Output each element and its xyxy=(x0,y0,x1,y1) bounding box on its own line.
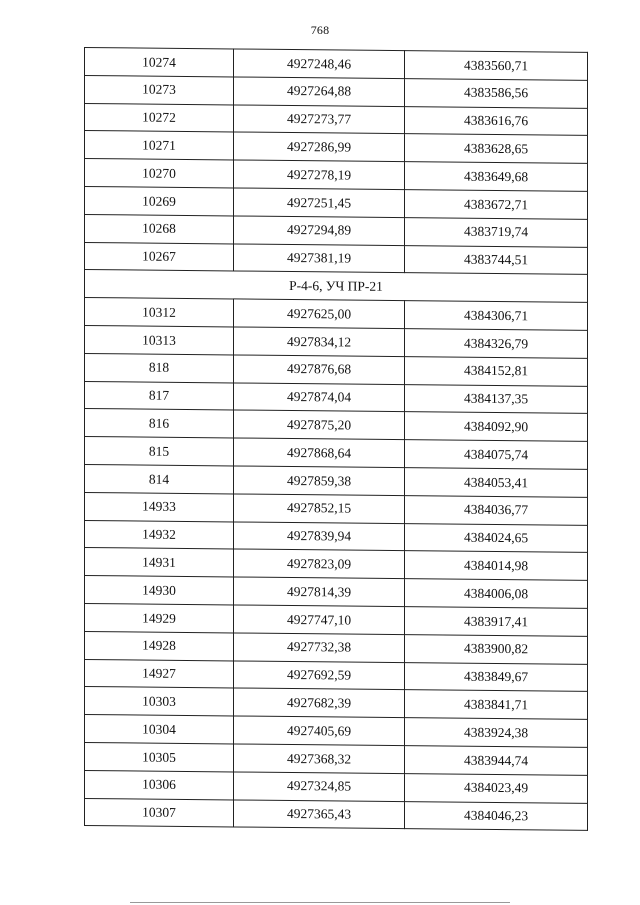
coordinate-y-cell: 4384046,23 xyxy=(405,801,588,831)
point-number-cell: 10274 xyxy=(85,48,234,77)
point-number-cell: 818 xyxy=(85,353,234,382)
coordinate-y-cell: 4384326,79 xyxy=(405,329,588,359)
coordinates-table-body xyxy=(85,48,588,831)
coordinate-y-cell: 4383672,71 xyxy=(405,190,588,220)
point-number-cell: 815 xyxy=(85,437,234,466)
coordinate-x-cell: 4927823,09 xyxy=(234,549,405,578)
coordinate-y-cell: 4384075,74 xyxy=(405,440,588,470)
coordinates-table xyxy=(84,47,588,831)
coordinate-x-cell: 4927839,94 xyxy=(234,521,405,550)
point-number-cell: 10267 xyxy=(85,242,234,271)
section-title: Р-4-6, УЧ ПР-21 xyxy=(85,270,588,303)
coordinate-y-cell: 4384306,71 xyxy=(405,301,588,331)
point-number-cell: 10306 xyxy=(85,770,234,799)
point-number-cell: 14929 xyxy=(85,603,234,632)
point-number-cell: 14931 xyxy=(85,548,234,577)
coordinate-x-cell: 4927381,19 xyxy=(234,244,405,273)
coordinate-x-cell: 4927625,00 xyxy=(234,299,405,328)
coordinate-y-cell: 4383719,74 xyxy=(405,217,588,247)
point-number-cell: 10268 xyxy=(85,214,234,243)
coordinate-y-cell: 4384023,49 xyxy=(405,773,588,803)
coordinate-y-cell: 4384036,77 xyxy=(405,495,588,525)
coordinate-y-cell: 4383917,41 xyxy=(405,607,588,637)
coordinate-x-cell: 4927368,32 xyxy=(234,744,405,773)
coordinate-y-cell: 4383900,82 xyxy=(405,634,588,664)
point-number-cell: 10307 xyxy=(85,798,234,827)
coordinate-x-cell: 4927732,38 xyxy=(234,633,405,662)
coordinate-x-cell: 4927286,99 xyxy=(234,132,405,161)
point-number-cell: 10313 xyxy=(85,325,234,354)
point-number-cell: 10271 xyxy=(85,131,234,160)
coordinate-y-cell: 4383924,38 xyxy=(405,718,588,748)
point-number-cell: 10269 xyxy=(85,186,234,215)
point-number-cell: 10270 xyxy=(85,159,234,188)
coordinate-y-cell: 4383841,71 xyxy=(405,690,588,720)
coordinate-x-cell: 4927405,69 xyxy=(234,716,405,745)
coordinate-x-cell: 4927365,43 xyxy=(234,799,405,828)
coordinate-x-cell: 4927859,38 xyxy=(234,466,405,495)
bottom-rule xyxy=(130,902,510,903)
coordinate-x-cell: 4927273,77 xyxy=(234,105,405,134)
coordinate-x-cell: 4927814,39 xyxy=(234,577,405,606)
point-number-cell: 10272 xyxy=(85,103,234,132)
coordinate-y-cell: 4383649,68 xyxy=(405,162,588,192)
coordinate-y-cell: 4383616,76 xyxy=(405,106,588,136)
coordinate-x-cell: 4927692,59 xyxy=(234,660,405,689)
coordinate-x-cell: 4927875,20 xyxy=(234,410,405,439)
coordinate-y-cell: 4383560,71 xyxy=(405,51,588,81)
coordinate-y-cell: 4384024,65 xyxy=(405,523,588,553)
coordinate-x-cell: 4927324,85 xyxy=(234,772,405,801)
coordinate-y-cell: 4384014,98 xyxy=(405,551,588,581)
point-number-cell: 10273 xyxy=(85,75,234,104)
point-number-cell: 814 xyxy=(85,464,234,493)
point-number-cell: 14933 xyxy=(85,492,234,521)
coordinate-y-cell: 4383944,74 xyxy=(405,745,588,775)
point-number-cell: 10312 xyxy=(85,298,234,327)
coordinate-x-cell: 4927868,64 xyxy=(234,438,405,467)
coordinate-x-cell: 4927251,45 xyxy=(234,188,405,217)
point-number-cell: 14930 xyxy=(85,576,234,605)
coordinate-y-cell: 4383744,51 xyxy=(405,245,588,275)
coordinate-y-cell: 4383586,56 xyxy=(405,78,588,108)
point-number-cell: 14932 xyxy=(85,520,234,549)
point-number-cell: 14927 xyxy=(85,659,234,688)
coordinate-x-cell: 4927248,46 xyxy=(234,49,405,78)
point-number-cell: 817 xyxy=(85,381,234,410)
page-number: 768 xyxy=(310,23,330,37)
coordinate-x-cell: 4927294,89 xyxy=(234,216,405,245)
coordinate-y-cell: 4384053,41 xyxy=(405,468,588,498)
coordinate-x-cell: 4927876,68 xyxy=(234,355,405,384)
table-row xyxy=(85,798,588,831)
coordinate-y-cell: 4384006,08 xyxy=(405,579,588,609)
point-number-cell: 10303 xyxy=(85,687,234,716)
point-number-cell: 10305 xyxy=(85,742,234,771)
coordinate-y-cell: 4384152,81 xyxy=(405,356,588,386)
point-number-cell: 816 xyxy=(85,409,234,438)
coordinate-x-cell: 4927682,39 xyxy=(234,688,405,717)
coordinate-y-cell: 4383849,67 xyxy=(405,662,588,692)
point-number-cell: 10304 xyxy=(85,715,234,744)
point-number-cell: 14928 xyxy=(85,631,234,660)
coordinate-y-cell: 4384092,90 xyxy=(405,412,588,442)
coordinate-y-cell: 4383628,65 xyxy=(405,134,588,164)
coordinate-x-cell: 4927874,04 xyxy=(234,382,405,411)
coordinate-x-cell: 4927278,19 xyxy=(234,160,405,189)
coordinate-x-cell: 4927852,15 xyxy=(234,494,405,523)
coordinate-x-cell: 4927834,12 xyxy=(234,327,405,356)
coordinate-x-cell: 4927747,10 xyxy=(234,605,405,634)
coordinate-y-cell: 4384137,35 xyxy=(405,384,588,414)
coordinate-x-cell: 4927264,88 xyxy=(234,77,405,106)
